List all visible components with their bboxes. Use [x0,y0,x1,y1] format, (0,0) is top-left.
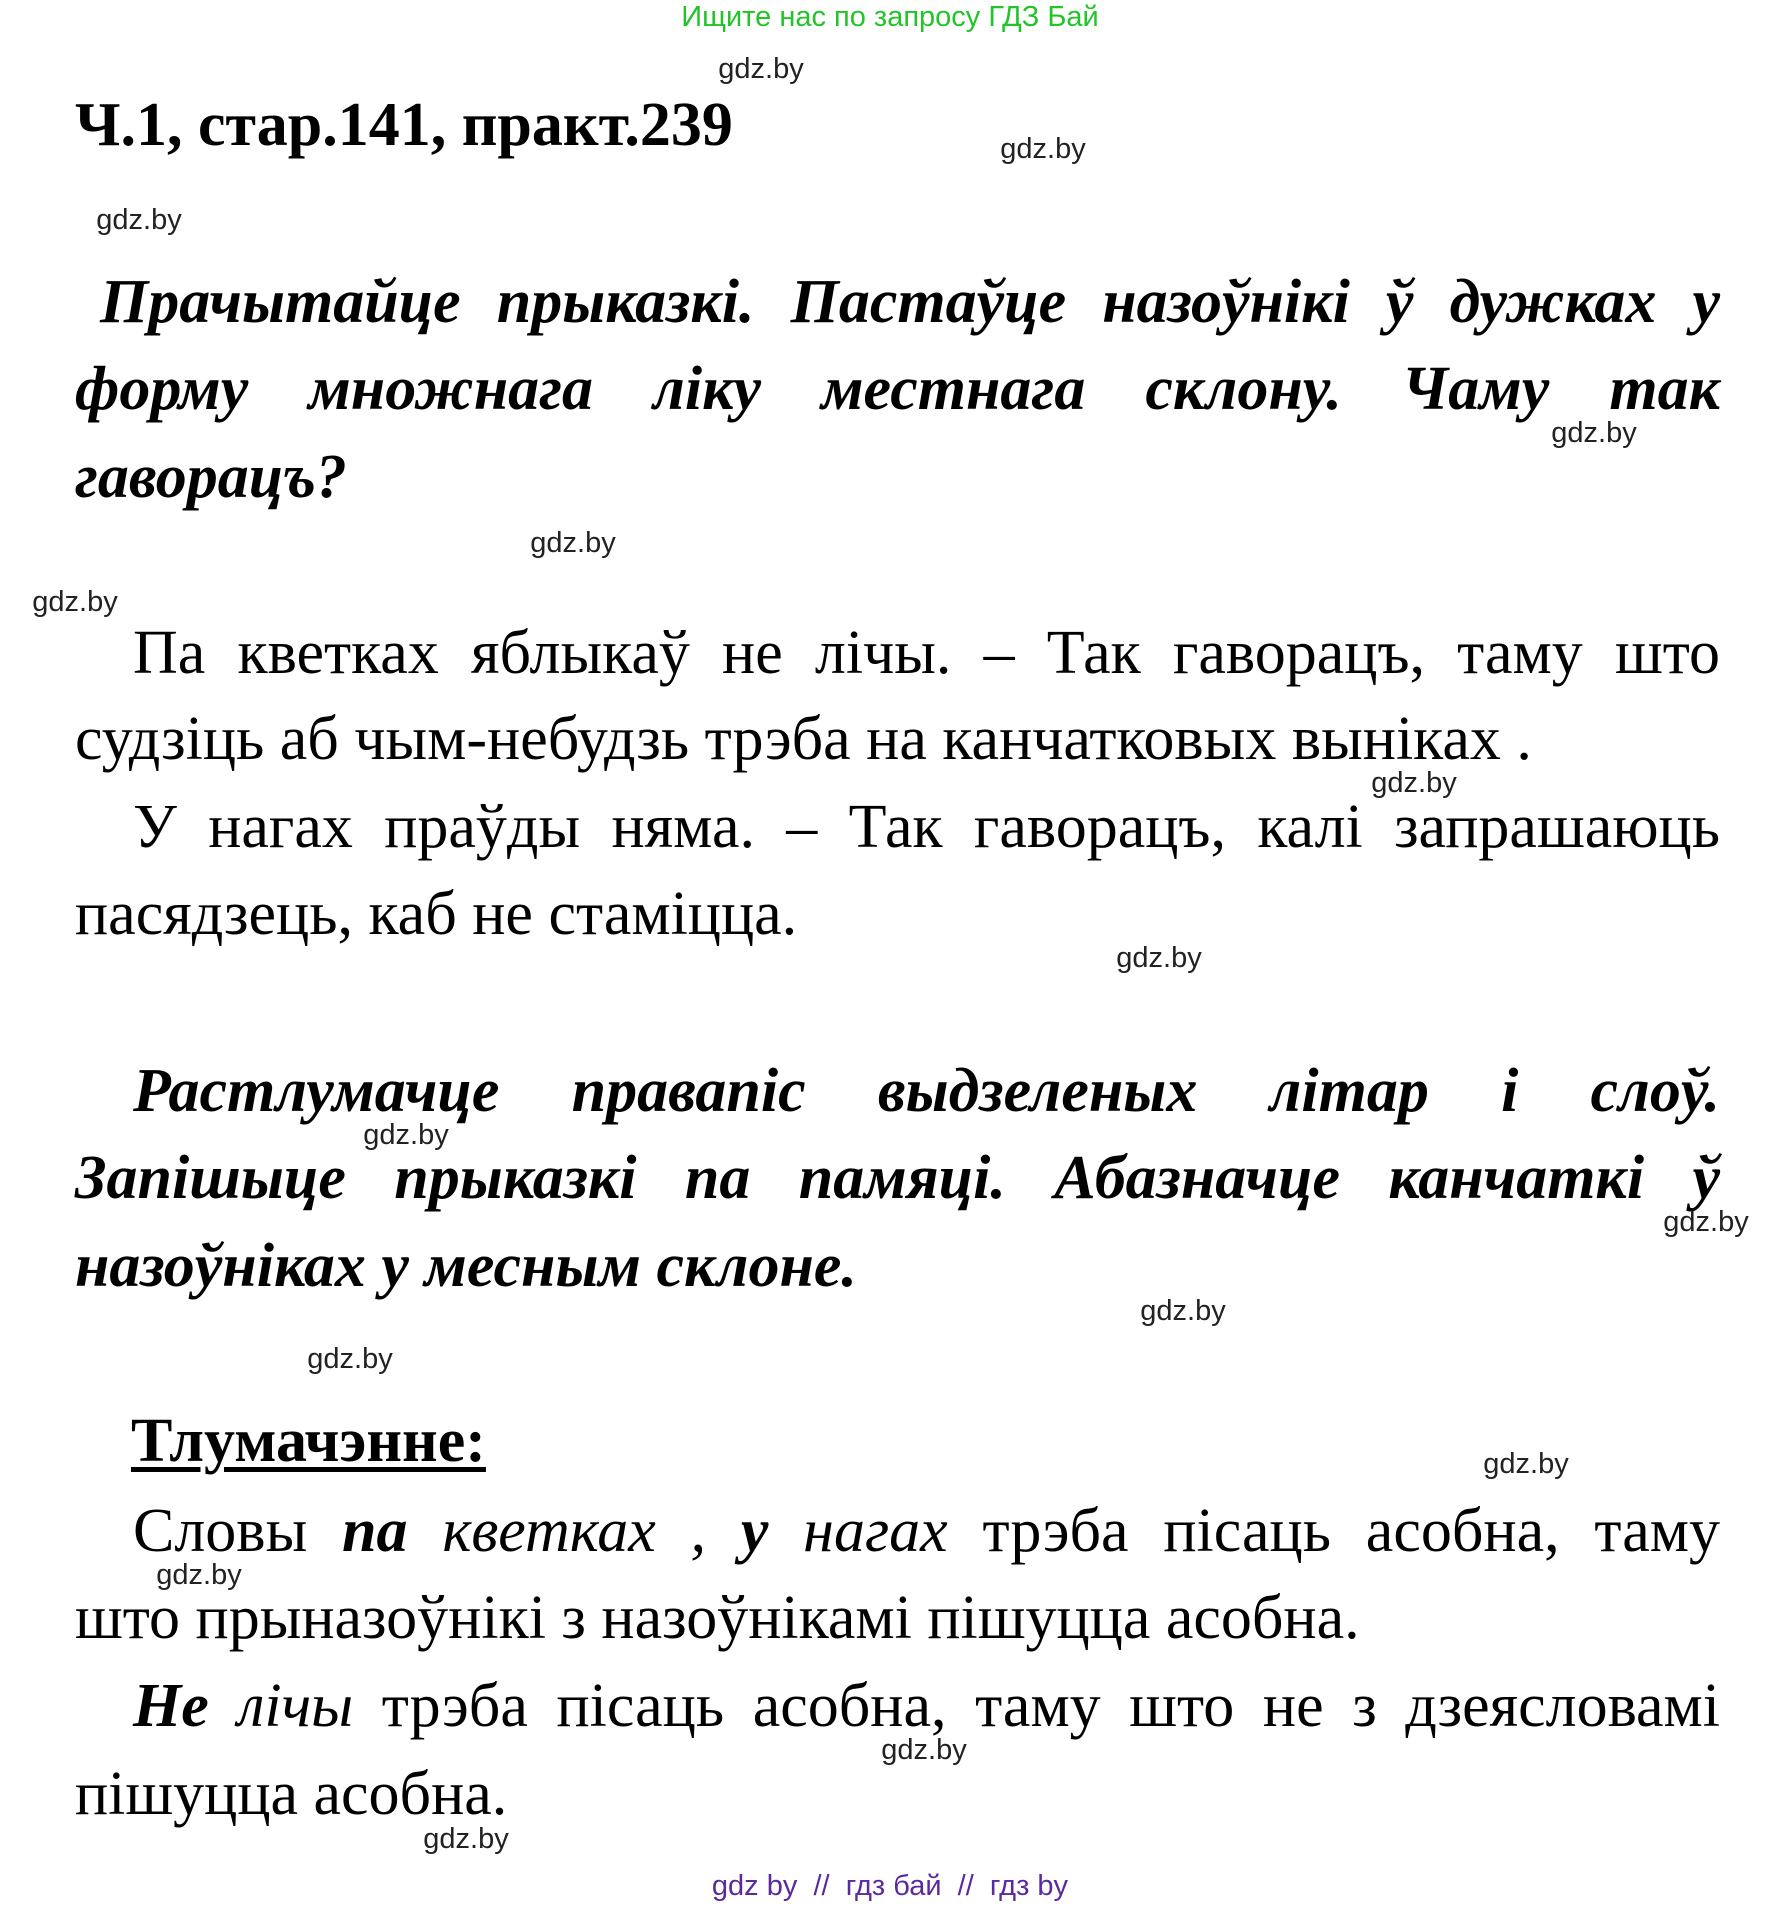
task2-line-2: Запішыце прыказкі па памяці. Абазначце канчаткі ў [75,1144,1720,1212]
task1-line-1: Прачытайце прыказкі. Пастаўце назоўнікі ў дужках у [100,268,1720,336]
watermark: gdz.by [718,53,804,85]
watermark: gdz.by [530,527,616,559]
answer1-line-1: Па кветках яблыкаў не лічы. – Так гаворацъ, таму што [133,619,1720,687]
explanation-line-1 [133,1497,1721,1565]
explanation-line-3 [133,1672,1721,1740]
footer-links[interactable]: gdz by // гдз бай // гдз by [711,1870,1069,1902]
watermark: gdz.by [1663,1206,1749,1238]
task1-line-2: форму множнага ліку местнага склону. Чаму так [75,355,1720,423]
watermark: gdz.by [423,1823,509,1855]
answer1-line-3: У нагах праўды няма. – Так гаворацъ, калі запрашаюць [133,793,1720,861]
text: Словы [133,1497,343,1565]
highlight-italic: лічы [208,1672,354,1740]
explanation-heading: Тлумачэнне: [131,1407,486,1475]
answer1-line-2: судзіць аб чым-небудзь трэба на канчатковых выніках . [75,705,1532,773]
watermark: gdz.by [1551,417,1637,449]
task2-line-3: назоўніках у месным склоне. [75,1232,857,1300]
watermark: gdz.by [1140,1295,1226,1327]
page-title: Ч.1, стар.141, практ.239 [75,91,733,159]
watermark: gdz.by [363,1119,449,1151]
task1-line-3: гаворацъ? [75,443,347,511]
explanation-line-4: пішуцца асобна. [75,1760,508,1828]
highlight-italic: нагах [768,1497,948,1565]
watermark: gdz.by [881,1734,967,1766]
watermark: gdz.by [307,1343,393,1375]
task2-line-1: Растлумачце правапіс выдзеленых літар і слоў. [133,1057,1720,1125]
text: трэба пісаць асобна, таму што не з дзеясловамі [353,1672,1721,1740]
highlight-bold: па [342,1497,408,1565]
explanation-line-2: што прыназоўнікі з назоўнікамі пішуцца асобна. [75,1584,1360,1652]
watermark: gdz.by [1000,133,1086,165]
watermark: gdz.by [1371,767,1457,799]
top-banner[interactable]: Ищите нас по запросу ГДЗ Бай [681,1,1099,33]
highlight-bold: Не [133,1672,209,1740]
answer1-line-4: пасядзець, каб не стаміцца. [75,880,798,948]
highlight-italic: кветках [407,1497,656,1565]
watermark: gdz.by [32,586,118,618]
watermark: gdz.by [156,1559,242,1591]
text: , [655,1497,741,1565]
text: трэба пісаць асобна, таму [947,1497,1721,1565]
watermark: gdz.by [1483,1448,1569,1480]
watermark: gdz.by [96,204,182,236]
watermark: gdz.by [1116,942,1202,974]
highlight-bold: у [740,1497,769,1565]
